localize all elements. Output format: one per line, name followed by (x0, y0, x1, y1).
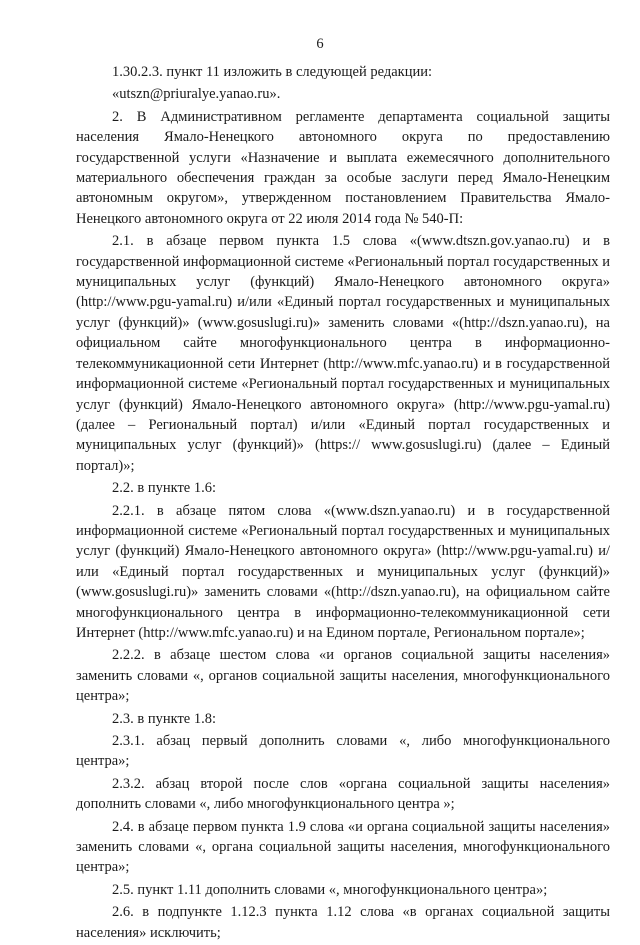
paragraph-2-5: 2.5. пункт 1.11 дополнить словами «, многофункционального центра»; (112, 881, 548, 898)
paragraph-2-3: 2.3. в пункте 1.8: (112, 710, 217, 727)
paragraph-2-2: 2.2. в пункте 1.6: (112, 480, 217, 497)
document-body (76, 62, 610, 945)
paragraph-1-30-2-3: 1.30.2.3. пункт 11 изложить в следующей редакции: (112, 64, 433, 80)
paragraph-2-6: 2.6. в подпункте 1.12.3 пункта 1.12 слова «в органах социальной защиты населения» исключить; (76, 904, 610, 941)
page-number: 6 (316, 36, 324, 52)
paragraph-2-2-2: 2.2.2. в абзаце шестом слова «и органов социальной защиты населения» заменить словами «, органов социальной защиты населения, многофункционального центра»; (76, 647, 610, 705)
paragraph-2-1: 2.1. в абзаце первом пункта 1.5 слова «(www.dtszn.gov.yanao.ru) и в государственной информационной системе «Региональный портал государственных и муниципальных услуг (функций) Ямало-Ненецкого автономного округа» (http://www.pgu-yamal.ru) и/или «Единый портал государственных и муниципальных услуг (функций)» (www.gosuslugi.ru)» заменить словами «(http://dszn.yanao.ru), на официальном сайте многофункционального центра в информационно-телекоммуникационной сети Интернет (http://www.mfc.yanao.ru) и в государственной информационной системе «Региональный портал государственных и муниципальных услуг (функций) Ямало-Ненецкого автономного округа» (http://www.pgu-yamal.ru) (далее – Региональный портал) и/или «Единый портал государственных и муниципальных услуг (функций)» (https:// www.gosuslugi.ru) (далее – Единый портал)»; (76, 233, 610, 474)
paragraph-2-3-2: 2.3.2. абзац второй после слов «органа социальной защиты населения» дополнить словами «, либо многофункционального центра »; (76, 775, 610, 813)
paragraph-2: 2. В Административном регламенте департамента социальной защиты населения Ямало-Ненецкого автономного округа по предоставлению государственной услуги «Назначение и выплата ежемесячного дополнительного материального обеспечения граждан за особые заслуги перед Ямало-Ненецким автономным округом», утвержденном постановлением Правительства Ямало-Ненецкого автономного округа от 22 июля 2014 года № 540-П: (76, 108, 610, 227)
paragraph-2-2-1: 2.2.1. в абзаце пятом слова «(www.dszn.yanao.ru) и в государственной информационной системе «Региональный портал государственных и муниципальных услуг (функций) Ямало-Ненецкого автономного округа» (http://www.pgu-yamal.ru) и/или «Единый портал государственных и муниципальных услуг (функций)» (www.gosuslugi.ru)» заменить словами «(http://dszn.yanao.ru), на официальном сайте многофункционального центра в информационно-телекоммуникационной сети Интернет (http://www.mfc.yanao.ru) и на Едином портале, Региональном портале»; (76, 502, 610, 641)
paragraph-email: «utszn@priuralye.yanao.ru». (112, 86, 281, 103)
paragraph-2-3-1: 2.3.1. абзац первый дополнить словами «, либо многофункционального центра»; (76, 733, 610, 770)
paragraph-2-4: 2.4. в абзаце первом пункта 1.9 слова «и органа социальной защиты населения» заменить словами «, органа социальной защиты населения, многофункционального центра»; (76, 818, 610, 876)
